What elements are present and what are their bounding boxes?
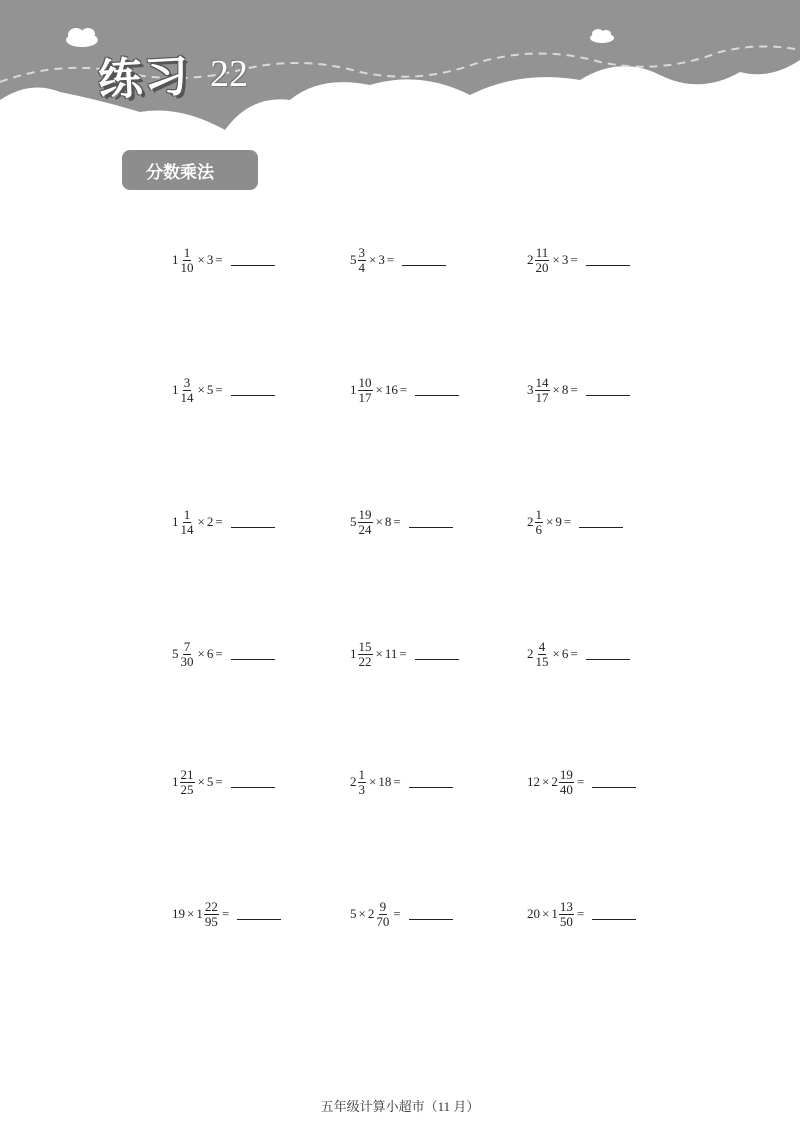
answer-blank[interactable] <box>402 265 446 266</box>
operator: × <box>369 774 377 790</box>
numerator: 22 <box>204 899 218 914</box>
denominator: 10 <box>180 259 194 275</box>
answer-blank[interactable] <box>409 919 453 920</box>
answer-blank[interactable] <box>415 659 459 660</box>
fraction <box>358 376 373 404</box>
operator: = <box>576 774 585 790</box>
number: 20 <box>527 906 540 922</box>
operator: × <box>369 252 377 268</box>
answer-blank[interactable] <box>586 265 630 266</box>
number: 2 <box>551 774 558 790</box>
number: 1 <box>172 774 179 790</box>
math-problem <box>172 376 275 404</box>
number: 1 <box>350 646 357 662</box>
denominator: 20 <box>535 259 549 275</box>
numerator: 4 <box>538 639 546 654</box>
operator: = <box>215 382 223 398</box>
answer-blank[interactable] <box>231 659 275 660</box>
operator: × <box>197 774 205 790</box>
numerator: 3 <box>358 245 365 260</box>
denominator: 15 <box>535 653 549 669</box>
number: 3 <box>378 252 385 268</box>
operator: × <box>375 646 383 662</box>
math-problem <box>172 508 275 536</box>
operator: = <box>386 252 395 268</box>
math-problem <box>527 246 630 274</box>
fraction <box>535 508 544 536</box>
operator: × <box>358 906 366 922</box>
fraction <box>358 768 367 796</box>
denominator: 24 <box>358 521 372 537</box>
numerator: 9 <box>379 899 387 914</box>
operator: × <box>375 382 383 398</box>
answer-blank[interactable] <box>231 265 275 266</box>
math-problem <box>527 508 623 536</box>
fraction <box>535 246 550 274</box>
operator: × <box>197 252 205 268</box>
page-title: 练习 <box>96 50 192 107</box>
operator: = <box>221 906 230 922</box>
operator: × <box>197 514 205 530</box>
operator: = <box>570 252 578 268</box>
denominator: 40 <box>559 781 573 797</box>
denominator: 50 <box>559 913 573 929</box>
section-tag <box>122 150 258 190</box>
math-problem <box>527 376 630 404</box>
fraction <box>358 640 373 668</box>
number: 9 <box>555 514 562 530</box>
numerator: 19 <box>559 767 573 782</box>
math-problem <box>527 640 630 668</box>
number: 3 <box>561 252 569 268</box>
denominator: 17 <box>535 389 549 405</box>
number: 18 <box>378 774 392 790</box>
math-problem <box>350 508 453 536</box>
operator: = <box>576 906 585 922</box>
math-problem <box>350 376 459 404</box>
number: 1 <box>172 382 179 398</box>
operator: = <box>393 774 401 790</box>
section-label: 分数乘法 <box>146 162 214 183</box>
fraction <box>358 246 367 274</box>
number: 2 <box>527 514 534 530</box>
operator: × <box>187 906 195 922</box>
operator: × <box>552 252 560 268</box>
number: 19 <box>172 906 185 922</box>
answer-blank[interactable] <box>409 527 453 528</box>
number: 16 <box>384 382 398 398</box>
operator: × <box>542 906 550 922</box>
number: 3 <box>206 252 214 268</box>
operator: × <box>197 382 205 398</box>
number: 8 <box>561 382 569 398</box>
operator: × <box>546 514 554 530</box>
operator: = <box>570 646 578 662</box>
exercise-number: 22 <box>210 53 248 95</box>
fraction <box>535 376 550 404</box>
number: 2 <box>367 906 375 922</box>
fraction <box>559 768 574 796</box>
numerator: 11 <box>535 245 549 260</box>
operator: × <box>375 514 383 530</box>
operator: × <box>197 646 205 662</box>
answer-blank[interactable] <box>231 787 275 788</box>
number: 12 <box>527 774 540 790</box>
denominator: 17 <box>358 389 372 405</box>
number: 5 <box>172 646 179 662</box>
number: 6 <box>561 646 569 662</box>
operator: = <box>215 646 223 662</box>
number: 8 <box>384 514 392 530</box>
math-problem <box>350 246 446 274</box>
answer-blank[interactable] <box>579 527 623 528</box>
numerator: 3 <box>183 375 191 390</box>
operator: × <box>552 646 560 662</box>
operator: = <box>563 514 572 530</box>
answer-blank[interactable] <box>592 919 636 920</box>
denominator: 22 <box>358 653 372 669</box>
number: 5 <box>350 252 357 268</box>
numerator: 21 <box>180 767 194 782</box>
number: 5 <box>206 774 214 790</box>
numerator: 15 <box>358 639 372 654</box>
answer-blank[interactable] <box>592 787 636 788</box>
denominator: 6 <box>535 521 542 537</box>
denominator: 14 <box>180 521 194 537</box>
fraction <box>180 640 195 668</box>
fraction <box>180 376 195 404</box>
fraction <box>180 768 195 796</box>
fraction <box>180 246 195 274</box>
operator: = <box>399 646 407 662</box>
math-problem <box>172 900 281 928</box>
denominator: 70 <box>376 913 390 929</box>
numerator: 1 <box>183 245 191 260</box>
denominator: 4 <box>358 259 365 275</box>
number: 5 <box>350 906 357 922</box>
math-problem <box>527 900 636 928</box>
math-problem <box>350 768 453 796</box>
operator: = <box>393 514 401 530</box>
math-problem <box>172 246 275 274</box>
number: 5 <box>206 382 214 398</box>
operator: = <box>393 906 401 922</box>
numerator: 10 <box>358 375 372 390</box>
answer-blank[interactable] <box>586 395 630 396</box>
operator: = <box>215 252 223 268</box>
answer-blank[interactable] <box>231 395 275 396</box>
number: 1 <box>172 514 179 530</box>
numerator: 7 <box>183 639 191 654</box>
page-footer: 五年级计算小超市（11 月） <box>320 1099 480 1114</box>
number: 2 <box>206 514 214 530</box>
answer-blank[interactable] <box>231 527 275 528</box>
number: 1 <box>196 906 203 922</box>
math-problem <box>350 640 459 668</box>
number: 1 <box>551 906 558 922</box>
fraction <box>358 508 373 536</box>
fraction <box>375 900 390 928</box>
operator: = <box>399 382 408 398</box>
numerator: 14 <box>535 375 549 390</box>
operator: = <box>215 514 223 530</box>
numerator: 19 <box>358 507 372 522</box>
operator: × <box>542 774 550 790</box>
number: 1 <box>350 382 357 398</box>
number: 5 <box>350 514 357 530</box>
operator: = <box>215 774 223 790</box>
number: 3 <box>527 382 534 398</box>
answer-blank[interactable] <box>415 395 459 396</box>
number: 6 <box>206 646 214 662</box>
cloud-icon <box>66 28 98 47</box>
numerator: 1 <box>535 507 542 522</box>
number: 2 <box>527 252 534 268</box>
answer-blank[interactable] <box>409 787 453 788</box>
math-problem <box>350 900 453 928</box>
math-problem <box>172 640 275 668</box>
fraction <box>535 640 550 668</box>
fraction <box>559 900 574 928</box>
number: 11 <box>384 646 398 662</box>
numerator: 13 <box>559 899 573 914</box>
number: 2 <box>527 646 534 662</box>
denominator: 25 <box>180 781 194 797</box>
denominator: 95 <box>204 913 218 929</box>
denominator: 3 <box>358 781 365 797</box>
answer-blank[interactable] <box>586 659 630 660</box>
math-problem <box>527 768 636 796</box>
fraction <box>180 508 195 536</box>
denominator: 14 <box>180 389 194 405</box>
number: 2 <box>350 774 357 790</box>
numerator: 1 <box>358 767 365 782</box>
numerator: 1 <box>183 507 191 522</box>
denominator: 30 <box>180 653 194 669</box>
math-problem <box>172 768 275 796</box>
answer-blank[interactable] <box>237 919 281 920</box>
operator: × <box>552 382 560 398</box>
operator: = <box>570 382 578 398</box>
fraction <box>204 900 219 928</box>
number: 1 <box>172 252 179 268</box>
